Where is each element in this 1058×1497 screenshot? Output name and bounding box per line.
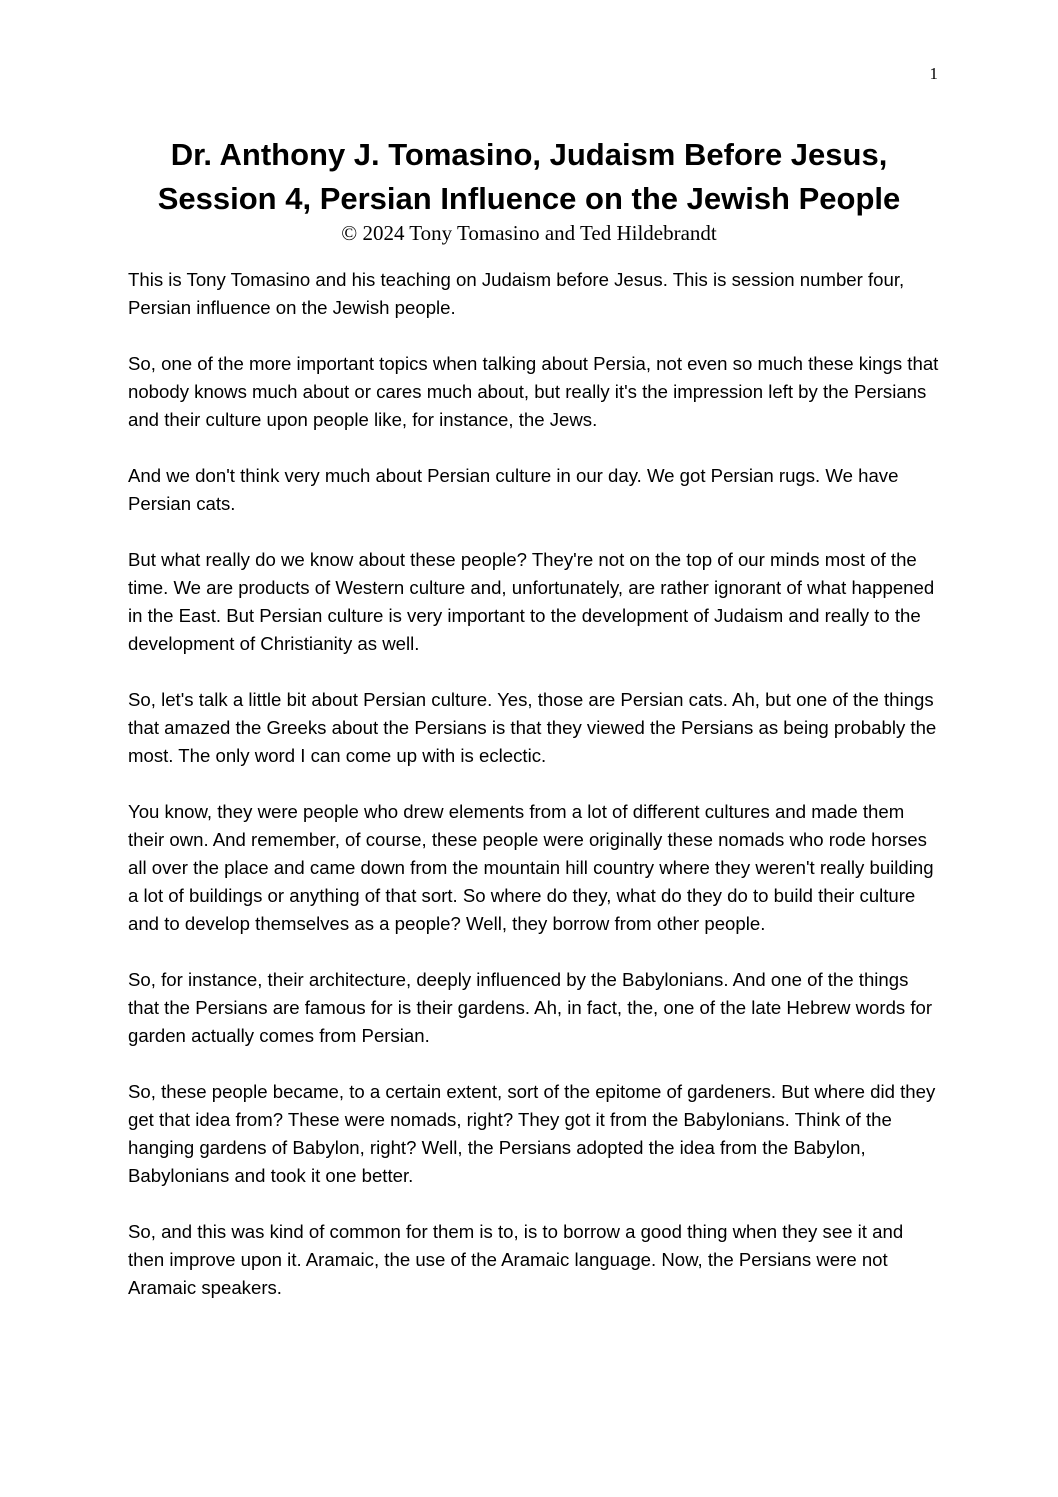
paragraph: So, these people became, to a certain extent, sort of the epitome of gardeners. But where did they get that idea from? These were nomads, right? They got it from the Babylonians. Think of the hanging gardens of Babylon, right? Well, the Persians adopted the idea from the Babylon, Babylonians and took it one better. <box>128 1081 936 1186</box>
title-line-1: Dr. Anthony J. Tomasino, Judaism Before Jesus, <box>170 137 888 172</box>
paragraph: You know, they were people who drew elements from a lot of different cultures and made them their own. And remember, of course, these people were originally these nomads who rode horses all over the place and came down from the mountain hill country where they weren't really building a lot of buildings or anything of that sort. So where do they, what do they do to build their culture and to develop themselves as a people? Well, they borrow from other people. <box>128 801 934 934</box>
paragraph: So, for instance, their architecture, deeply influenced by the Babylonians. And one of the things that the Persians are famous for is their gardens. Ah, in fact, the, one of the late Hebrew words for garden actually comes from Persian. <box>128 969 933 1046</box>
page-number: 1 <box>929 64 938 83</box>
paragraph: But what really do we know about these people? They're not on the top of our minds most of the time. We are products of Western culture and, unfortunately, are rather ignorant of what happened in the East. But Persian culture is very important to the development of Judaism and really to the development of Christianity as well. <box>128 549 935 654</box>
title-block <box>90 133 968 245</box>
paragraph: And we don't think very much about Persian culture in our day. We got Persian rugs. We have Persian cats. <box>128 465 899 514</box>
document-title <box>90 133 968 221</box>
paragraph: So, and this was kind of common for them is to, is to borrow a good thing when they see it and then improve upon it. Aramaic, the use of the Aramaic language. Now, the Persians were not Aramaic speakers. <box>128 1221 904 1298</box>
paragraph: This is Tony Tomasino and his teaching on Judaism before Jesus. This is session number four, Persian influence on the Jewish people. <box>128 269 905 318</box>
title-line-2: Session 4, Persian Influence on the Jewish People <box>157 181 901 216</box>
paragraph: So, one of the more important topics when talking about Persia, not even so much these kings that nobody knows much about or cares much about, but really it's the impression left by the Persians and their culture upon people like, for instance, the Jews. <box>128 353 939 430</box>
copyright-line: © 2024 Tony Tomasino and Ted Hildebrandt <box>341 221 717 245</box>
transcript-body <box>128 266 940 1330</box>
paragraph: So, let's talk a little bit about Persian culture. Yes, those are Persian cats. Ah, but one of the things that amazed the Greeks about the Persians is that they viewed the Persians as being probably the most. The only word I can come up with is eclectic. <box>128 689 937 766</box>
